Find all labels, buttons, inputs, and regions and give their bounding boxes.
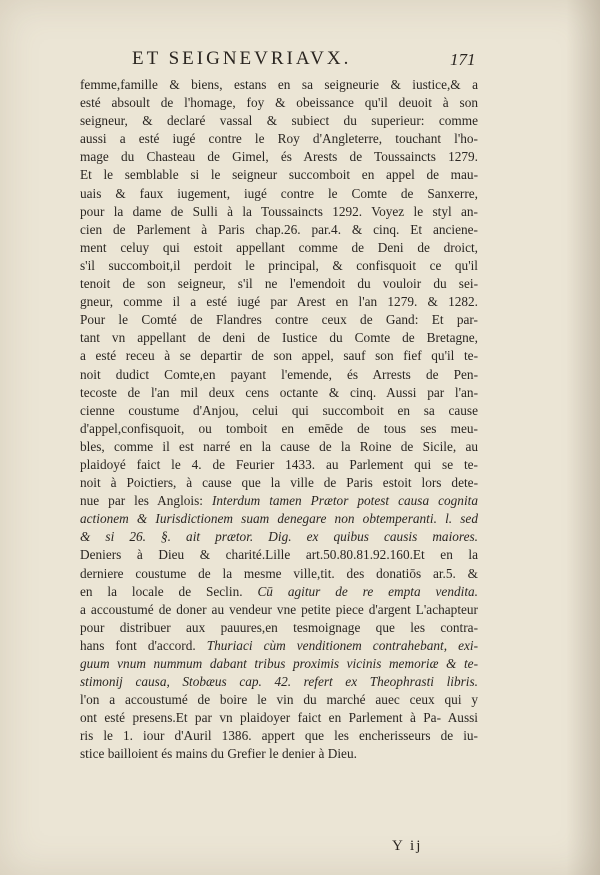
text-line (80, 166, 478, 184)
roman-text: hans font d'accord. (80, 637, 196, 653)
roman-text: Aussi (441, 710, 478, 726)
text-line (80, 456, 478, 474)
text-line (80, 221, 478, 239)
text-line (80, 637, 478, 655)
italic-citation: guum vnum nummum dabant tribus proximis vicinis memoriæ & te- (80, 656, 478, 671)
roman-text: Deniers à Dieu & charité.Lille art.50.80.81.92.160.Et en la (80, 547, 478, 563)
text-line (80, 384, 478, 402)
roman-text: femme,famille & biens, estans en sa seigneurie & iustice,& a (80, 77, 478, 92)
roman-text: uais & faux iugement, iugé contre le Comte de Sanxerre, (80, 185, 478, 201)
text-line (80, 709, 478, 727)
roman-text: mage du Chasteau de Gimel, és Arests de Toussaincts 1279. (80, 149, 478, 165)
roman-text: Et le semblable si le seigneur succomboit en appel de mau- (80, 167, 478, 183)
text-line (80, 112, 478, 130)
roman-text: pour distribuer aux pauures,en tesmoignage que les contra- (80, 619, 478, 635)
text-line (80, 203, 478, 221)
page-number: 171 (450, 50, 476, 69)
text-line (80, 347, 478, 365)
text-line (80, 745, 478, 763)
text-line (80, 420, 478, 438)
text-line (80, 583, 478, 601)
text-line (80, 673, 478, 691)
text-line (80, 185, 478, 203)
page-header (0, 48, 600, 74)
roman-text: cien de Parlement à Paris chap.26. par.4. & cinq. Et anciene- (80, 221, 478, 237)
roman-text: noit dudict Comte,en payant l'emende, és Arrests de Pen- (80, 366, 478, 382)
text-line (80, 311, 478, 329)
text-line (80, 76, 478, 94)
italic-citation: & si 26. §. ait prætor. Dig. ex quibus causis maiores. (80, 529, 478, 545)
roman-text: L'achapteur (410, 601, 478, 617)
roman-text: a accoustumé de doner au vendeur vne petite piece d'argent (80, 601, 411, 617)
text-line (80, 528, 478, 546)
roman-text: tant vn appellant de deni de Iustice du Comte de Bretagne, (80, 330, 478, 346)
roman-text: a esté receu à se departir de son appel, sauf son fief qu'il te- (80, 348, 478, 364)
italic-citation: Cū agitur de re empta vendita. (257, 583, 478, 599)
roman-text: esté absoult de l'homage, foy & obeissance qu'il deuoit à son (80, 95, 478, 111)
text-line (80, 510, 478, 528)
roman-text: d'appel,confisquoit, ou tomboit en emēde de tous ses meu- (80, 420, 478, 436)
text-line (80, 619, 478, 637)
text-line (80, 402, 478, 420)
text-line (80, 565, 478, 583)
roman-text: bles, comme il est narré en la cause de la Roine de Sicile, au (80, 438, 478, 454)
text-line (80, 94, 478, 112)
roman-text: noit à Poictiers, à cause que la ville de Paris estoit lors dete- (80, 475, 478, 491)
roman-text: tenoit de son seigneur, s'il ne l'emendoit du vouloir du sei- (80, 276, 478, 292)
roman-text: l'on a accoustumé de boire le vin du marché auec ceux qui y (80, 692, 478, 708)
italic-citation: stimonij causa, Stobæus cap. 42. refert ex Theophrasti libris. (80, 674, 478, 690)
text-line (80, 239, 478, 257)
text-line (80, 293, 478, 311)
text-line (80, 257, 478, 275)
roman-text: cienne coustume d'Anjou, celui qui succomboit en sa cause (80, 402, 478, 418)
roman-text: ment celuy qui estoit appellant comme de Deni de droict, (80, 239, 478, 255)
roman-text: en la locale de Seclin. (80, 583, 243, 599)
text-line (80, 727, 478, 745)
roman-text: pour la dame de Sulli à la Toussaincts 1292. Voyez le styl an- (80, 203, 478, 219)
text-line (80, 438, 478, 456)
text-line (80, 474, 478, 492)
roman-text: Pour le Comté de Flandres contre ceux de Gand: Et par- (80, 312, 478, 328)
roman-text: derniere coustume de la mesme ville,tit. des donatiōs ar.5. & (80, 565, 478, 581)
text-line (80, 601, 478, 619)
body-text (80, 76, 478, 764)
text-line (80, 130, 478, 148)
text-line (80, 492, 478, 510)
running-title: ET SEIGNEVRIAVX. (132, 48, 352, 69)
page-gutter-shadow (566, 0, 600, 875)
roman-text: ris le 1. iour d'Auril 1386. appert que les encherisseurs de iu- (80, 728, 478, 744)
text-line (80, 655, 478, 673)
text-line (80, 546, 478, 564)
signature-mark: Y ij (392, 838, 423, 854)
roman-text: s'il succomboit,il perdoit le principal, & confisquoit ce qu'il (80, 257, 478, 273)
text-line (80, 275, 478, 293)
roman-text: seigneur, & declaré vassal & subiect du superieur: comme (80, 113, 478, 129)
italic-citation: Thuriaci cùm venditionem contrahebant, exi- (206, 637, 478, 653)
roman-text: tecoste de l'an mil deux cens octante & cinq. Aussi par l'an- (80, 384, 478, 400)
roman-text: stice bailloient és mains du Grefier le denier à Dieu. (80, 746, 357, 762)
text-line (80, 366, 478, 384)
italic-citation: actionem & Iurisdictionem suam denegare non obtemperanti. l. sed (80, 511, 478, 527)
roman-text: gneur, comme il a esté iugé par Arest en l'an 1279. & 1282. (80, 294, 478, 310)
text-line (80, 148, 478, 166)
italic-citation: Interdum tamen Prætor potest causa cognita (211, 493, 478, 509)
roman-text: plaidoyé faict le 4. de Feurier 1433. au Parlement qui se te- (80, 456, 478, 472)
text-line (80, 329, 478, 347)
roman-text: aussi a esté iugé contre le Roy d'Angleterre, touchant l'ho- (80, 131, 478, 147)
roman-text: ont esté presens.Et par vn plaidoyer faict en Parlement à Pa- (80, 710, 442, 726)
roman-text: nue par les Anglois: (80, 493, 203, 509)
text-line (80, 691, 478, 709)
